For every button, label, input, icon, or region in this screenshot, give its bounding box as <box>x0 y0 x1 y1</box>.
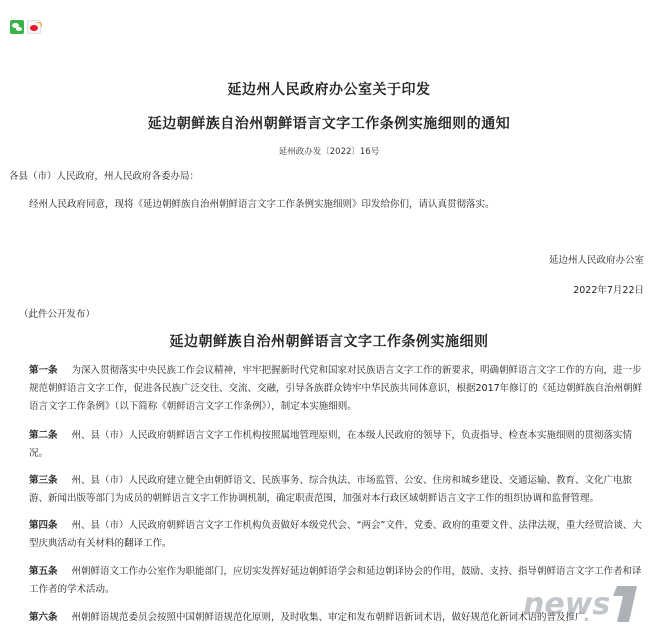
article-4 <box>29 517 646 553</box>
notice-title-line1: 延边州人民政府办公室关于印发 <box>227 82 431 98</box>
wechat-icon[interactable] <box>10 20 24 34</box>
article-label: 第三条 <box>29 475 58 486</box>
article-text: 州、县（市）人民政府建立健全由朝鲜语文、民族事务、综合执法、市场监管、公安、住房和城乡建设、交通运输、教育、文化广电旅游、新闻出版等部门为成员的朝鲜语言文字工作协调机制，确定职责范围，加强对本行政区域朝鲜语言文字工作的组织协调和监督管理。 <box>29 475 633 504</box>
share-icons <box>10 20 41 34</box>
article-label: 第六条 <box>29 612 58 623</box>
svg-text:news: news <box>523 587 611 622</box>
article-text: 州朝鲜语文工作办公室作为职能部门，应切实发挥好延边朝鲜语学会和延边朝译协会的作用，鼓励、支持、指导朝鲜语言文字工作者和译工作者的学术活动。 <box>29 566 642 595</box>
publish-note: （此件公开发布） <box>19 309 96 320</box>
article-text: 为深入贯彻落实中央民族工作会议精神，牢牢把握新时代党和国家对民族语言文字工作的新要求，明确朝鲜语言文字工作的方向，进一步规范朝鲜语言文字工作，促进各民族广泛交往、交流、交融，引导各族群众铸牢中华民族共同体意识，根据2017年修订的《延边朝鲜族自治州朝鲜语言文字工作条例》（以下简称《朝鲜语言文字工作条例》），制定本实施细则。 <box>29 365 643 412</box>
article-text: 州、县（市）人民政府朝鲜语言文字工作机构负责做好本级党代会、“两会”文件，党委、政府的重要文件、法律法规，重大经贸洽谈、大型庆典活动有关材料的翻译工作。 <box>29 520 642 549</box>
weibo-icon[interactable] <box>27 20 41 34</box>
document-number: 延州政办发〔2022〕16号 <box>278 147 380 157</box>
article-label: 第一条 <box>29 365 58 376</box>
article-2 <box>29 427 646 463</box>
article-1 <box>29 362 646 416</box>
news1-watermark-logo <box>521 578 653 626</box>
salutation: 各县（市）人民政府，州人民政府各委办局： <box>9 171 200 182</box>
article-3 <box>29 472 646 508</box>
article-label: 第二条 <box>29 430 58 441</box>
notice-title-line2: 延边朝鲜族自治州朝鲜语言文字工作条例实施细则的通知 <box>147 116 511 132</box>
notice-body: 经州人民政府同意，现将《延边朝鲜族自治州朝鲜语言文字工作条例实施细则》印发给你们，请认真贯彻落实。 <box>29 199 495 210</box>
rules-title: 延边朝鲜族自治州朝鲜语言文字工作条例实施细则 <box>169 334 489 350</box>
article-label: 第五条 <box>29 566 58 577</box>
article-label: 第四条 <box>29 520 58 531</box>
article-text: 州、县（市）人民政府朝鲜语言文字工作机构按照属地管理原则，在本级人民政府的领导下，负责指导、检查本实施细则的贯彻落实情况。 <box>29 430 633 459</box>
issue-date: 2022年7月22日 <box>573 285 644 296</box>
issuer: 延边州人民政府办公室 <box>548 255 644 266</box>
article-text: 州朝鲜语规范委员会按照中国朝鲜语规范化原则，及时收集、审定和发布朝鲜语新词术语，做好规范化新词术语的普及推广。 <box>71 612 595 623</box>
